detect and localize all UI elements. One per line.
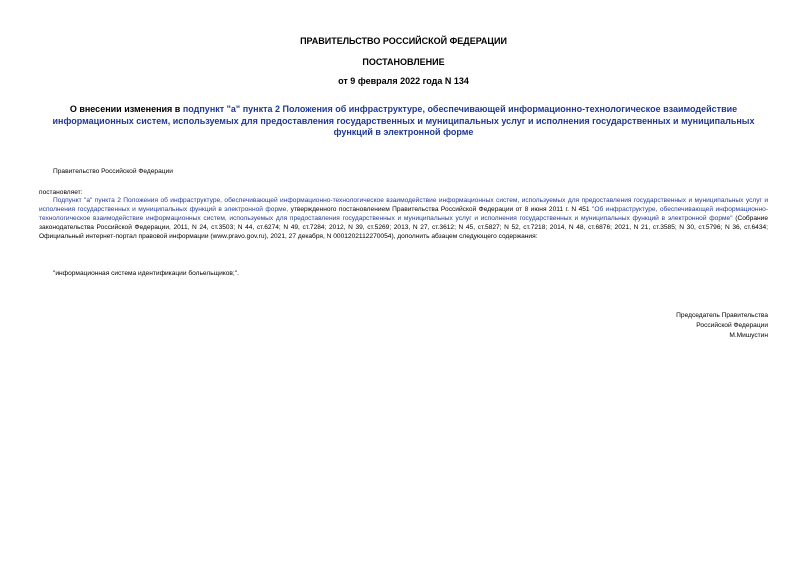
document-type-heading: ПОСТАНОВЛЕНИЕ bbox=[362, 57, 445, 67]
approval-text: утвержденного постановлением Правительства Российской Федерации от 8 июня 2011 г. N 451 bbox=[288, 206, 592, 213]
resolution-451-link[interactable]: "Об инфраструктуре, обеспечивающей информационно-технологическое взаимодействие информационных систем, используемых для предоставления государственных и муниципальных услуг и исполнения государственных и муниципальных функций в электронной форме" bbox=[39, 206, 769, 222]
document-title bbox=[40, 104, 767, 139]
title-amended-clause-link[interactable]: подпункт "а" пункта 2 Положения об инфраструктуре, обеспечивающей информационно-технологическое взаимодействие информационных систем, используемых для предоставления государственных и муниципальных услуг и исполнения государственных и муниципальных функций в электронной форме bbox=[52, 104, 755, 137]
added-paragraph-quote: "информационная система идентификации больельщиков;". bbox=[53, 270, 239, 277]
title-prefix: О внесении изменения в bbox=[69, 104, 183, 114]
issuer-heading: ПРАВИТЕЛЬСТВО РОССИЙСКОЙ ФЕДЕРАЦИИ bbox=[300, 36, 507, 46]
signatory-name: М.Мишустин bbox=[729, 332, 768, 339]
signatory-country: Российской Федерации bbox=[696, 322, 768, 329]
main-paragraph bbox=[39, 196, 768, 241]
government-line: Правительство Российской Федерации bbox=[53, 168, 173, 175]
signatory-title: Председатель Правительства bbox=[676, 312, 768, 319]
legislation-references: (Собрание законодательства Российской Федерации, 2011, N 24, ст.3503; N 44, ст.6274; N 49, ст.7284; 2012, N 39, ст.5269; 2013, N 27, ст.3612; N 45, ст.5827; N 52, ст.7218; 2014, N 48, ст.6876; 2021, N 21, ст.3585; N 30, ст.5796; N 36, ст.6434; Официальный интернет-портал правовой информации (www.pravo.gov.ru), 2021, 27 декабря, N 0001202112270054), дополнить абзацем следующего содержания: bbox=[39, 215, 769, 240]
document-date-number: от 9 февраля 2022 года N 134 bbox=[338, 76, 469, 86]
decrees-line: постановляет: bbox=[39, 189, 83, 196]
amended-clause-link[interactable]: Подпункт "а" пункта 2 Положения об инфраструктуре, обеспечивающей информационно-технологическое взаимодействие информационных систем, используемых для предоставления государственных и муниципальных услуг и исполнения государственных и муниципальных функций в электронной форме, bbox=[39, 197, 768, 213]
